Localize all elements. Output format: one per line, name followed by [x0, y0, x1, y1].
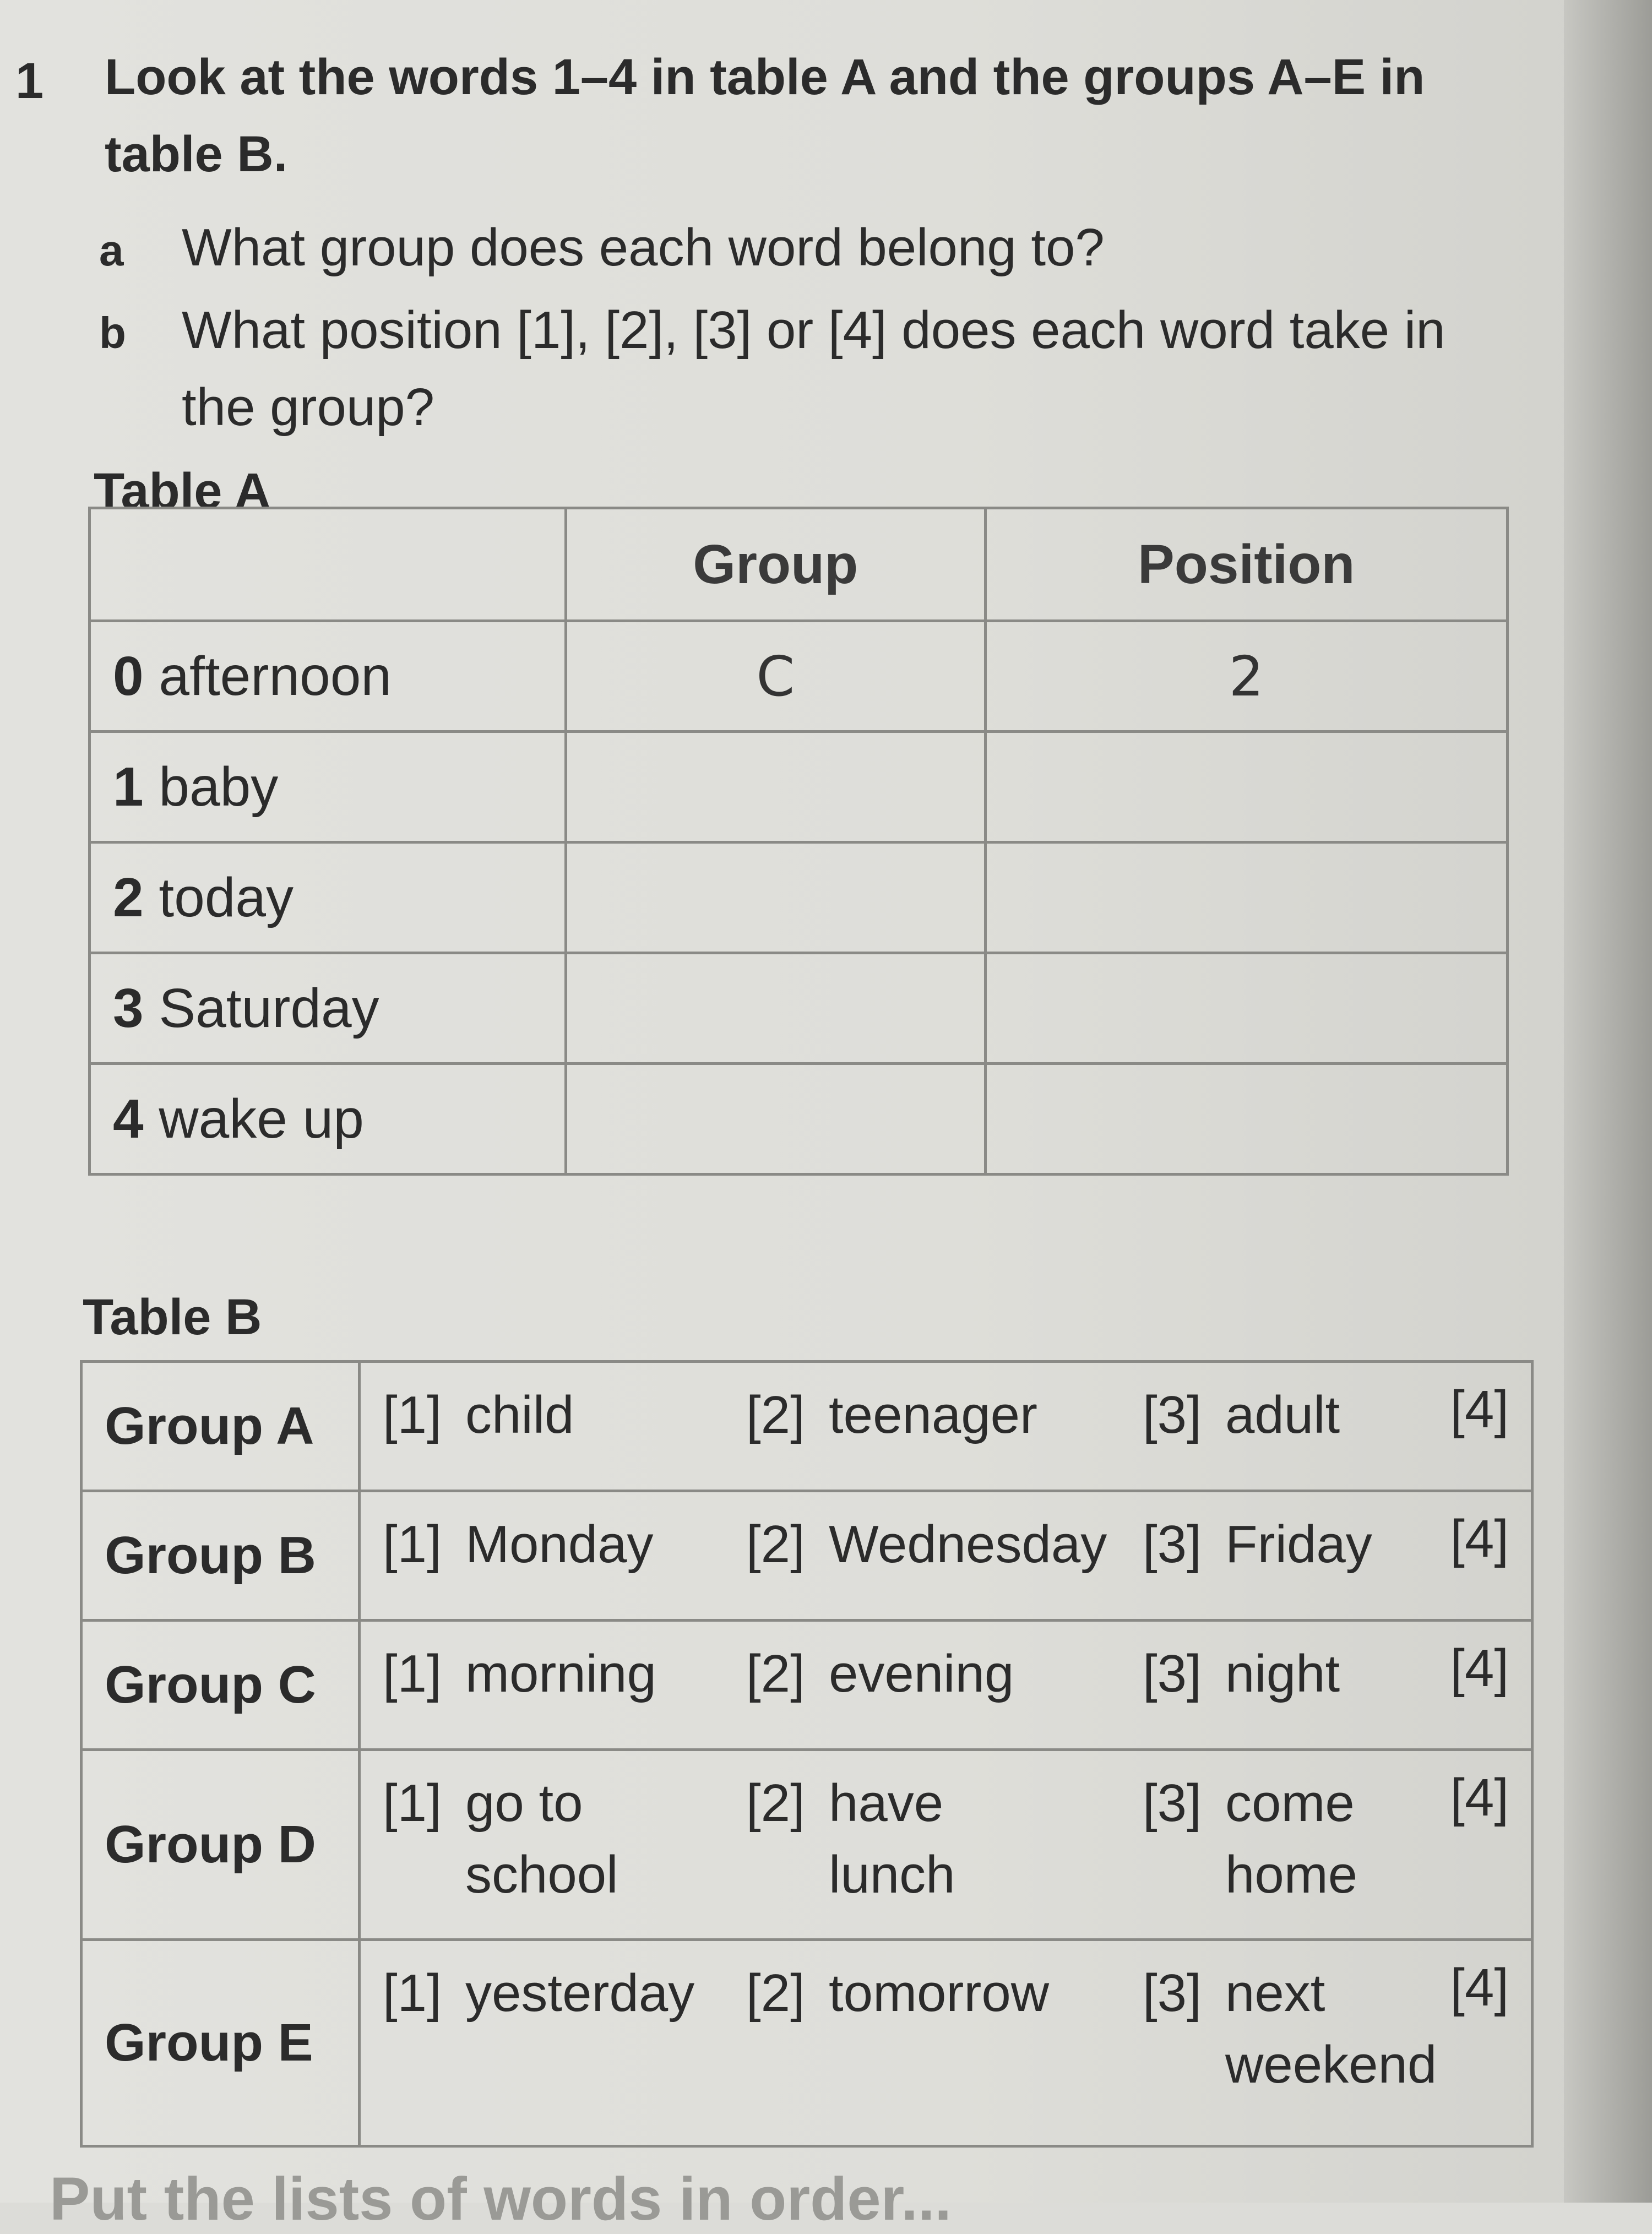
table-b-caption: Table B [83, 1289, 262, 1345]
table-a-header-position: Position [985, 508, 1507, 621]
word-number: 0 [113, 645, 144, 707]
item-word: go to school [465, 1774, 618, 1904]
item-word: teenager [829, 1385, 1037, 1444]
table-row [81, 1362, 1533, 1491]
item-word: night [1225, 1644, 1340, 1703]
position-answer-cell[interactable] [985, 953, 1507, 1064]
word-cell [90, 732, 566, 842]
position-answer-cell[interactable] [985, 1064, 1507, 1175]
group-item [383, 1379, 574, 1451]
table-row [90, 732, 1508, 842]
position-marker: [1] [383, 1385, 442, 1444]
item-word: have lunch [829, 1774, 955, 1904]
word-text: baby [159, 755, 279, 818]
group-answer-cell[interactable] [566, 842, 986, 953]
table-row [81, 1621, 1533, 1750]
table-a-header-word [90, 508, 566, 621]
group-items [360, 1621, 1533, 1750]
group-name: Group B [81, 1491, 360, 1621]
position-marker: [1] [383, 1515, 442, 1574]
subquestion-letter: a [99, 226, 124, 275]
group-item [1143, 1958, 1457, 2101]
table-a-caption: Table A [94, 463, 271, 519]
item-word: adult [1225, 1385, 1340, 1444]
item-word: next weekend [1225, 1964, 1437, 2094]
table-row [90, 842, 1508, 953]
position-answer-cell[interactable] [985, 842, 1507, 953]
group-item [1143, 1768, 1390, 1911]
table-row [81, 1491, 1533, 1621]
word-text: Saturday [159, 977, 379, 1039]
group-item [746, 1379, 1037, 1451]
group-name: Group D [81, 1750, 360, 1940]
item-word: Monday [465, 1515, 654, 1574]
group-name: Group E [81, 1940, 360, 2146]
table-row [90, 1064, 1508, 1175]
group-items [360, 1362, 1533, 1491]
group-name: Group C [81, 1621, 360, 1750]
group-item [1143, 1509, 1372, 1580]
group-answer-cell[interactable] [566, 953, 986, 1064]
group-answer-cell[interactable] [566, 1064, 986, 1175]
subquestion-letter: b [99, 308, 126, 357]
item-word: Friday [1225, 1515, 1372, 1574]
word-number: 1 [113, 755, 144, 818]
subquestion-text: What position [1], [2], [3] or [4] does each word take in the group? [182, 301, 1446, 437]
position-marker: [3] [1143, 1515, 1202, 1574]
group-item [746, 1638, 1014, 1710]
word-text: wake up [159, 1088, 364, 1150]
position-marker: [2] [746, 1964, 805, 2023]
word-text: afternoon [159, 645, 392, 707]
position-marker-4: [4] [1450, 1639, 1509, 1698]
group-item [746, 1768, 994, 1911]
word-cell [90, 842, 566, 953]
group-items [360, 1491, 1533, 1621]
group-item [383, 1958, 694, 2029]
item-word: child [465, 1385, 574, 1444]
position-answer-cell[interactable]: 2 [985, 621, 1507, 732]
next-question-fragment: Put the lists of words in order... [50, 2165, 952, 2233]
table-a-header-row [90, 508, 1508, 621]
item-word: Wednesday [829, 1515, 1107, 1574]
table-row [81, 1750, 1533, 1940]
item-word: tomorrow [829, 1964, 1050, 2023]
table-row [81, 1940, 1533, 2146]
position-marker: [1] [383, 1644, 442, 1703]
group-item [383, 1638, 656, 1710]
position-marker: [1] [383, 1774, 442, 1833]
position-marker: [2] [746, 1774, 805, 1833]
table-row [90, 953, 1508, 1064]
position-marker: [3] [1143, 1644, 1202, 1703]
position-marker: [1] [383, 1964, 442, 2023]
group-item [1143, 1638, 1340, 1710]
item-word: morning [465, 1644, 656, 1703]
group-items [360, 1750, 1533, 1940]
subquestion-b [99, 292, 1448, 446]
table-a-header-group: Group [566, 508, 986, 621]
position-marker: [2] [746, 1644, 805, 1703]
position-marker-4: [4] [1450, 1380, 1509, 1439]
group-name: Group A [81, 1362, 360, 1491]
subquestion-text: What group does each word belong to? [182, 218, 1105, 277]
question-title: Look at the words 1–4 in table A and the groups A–E in table B. [105, 49, 1425, 182]
word-cell [90, 1064, 566, 1175]
item-word: evening [829, 1644, 1014, 1703]
word-cell [90, 621, 566, 732]
group-answer-cell[interactable] [566, 732, 986, 842]
group-item [383, 1768, 647, 1911]
group-item [1143, 1379, 1340, 1451]
word-text: today [159, 866, 294, 928]
word-number: 3 [113, 977, 144, 1039]
group-item [746, 1958, 1049, 2029]
word-cell [90, 953, 566, 1064]
table-b [80, 1360, 1534, 2148]
position-marker-4: [4] [1450, 1958, 1509, 2017]
subquestion-a [99, 209, 1448, 289]
group-item [383, 1509, 654, 1580]
position-marker-4: [4] [1450, 1768, 1509, 1827]
position-marker-4: [4] [1450, 1509, 1509, 1568]
page-gutter-shadow [1564, 0, 1652, 2203]
table-row [90, 621, 1508, 732]
question-number: 1 [15, 53, 44, 109]
group-answer-cell[interactable]: C [566, 621, 986, 732]
word-number: 4 [113, 1088, 144, 1150]
position-marker: [3] [1143, 1964, 1202, 2023]
group-items [360, 1940, 1533, 2146]
position-marker: [2] [746, 1385, 805, 1444]
position-marker: [3] [1143, 1385, 1202, 1444]
item-word: come home [1225, 1774, 1358, 1904]
word-number: 2 [113, 866, 144, 928]
table-a [88, 507, 1509, 1176]
position-marker: [3] [1143, 1774, 1202, 1833]
position-answer-cell[interactable] [985, 732, 1507, 842]
group-item [746, 1509, 1107, 1580]
item-word: yesterday [465, 1964, 695, 2023]
position-marker: [2] [746, 1515, 805, 1574]
